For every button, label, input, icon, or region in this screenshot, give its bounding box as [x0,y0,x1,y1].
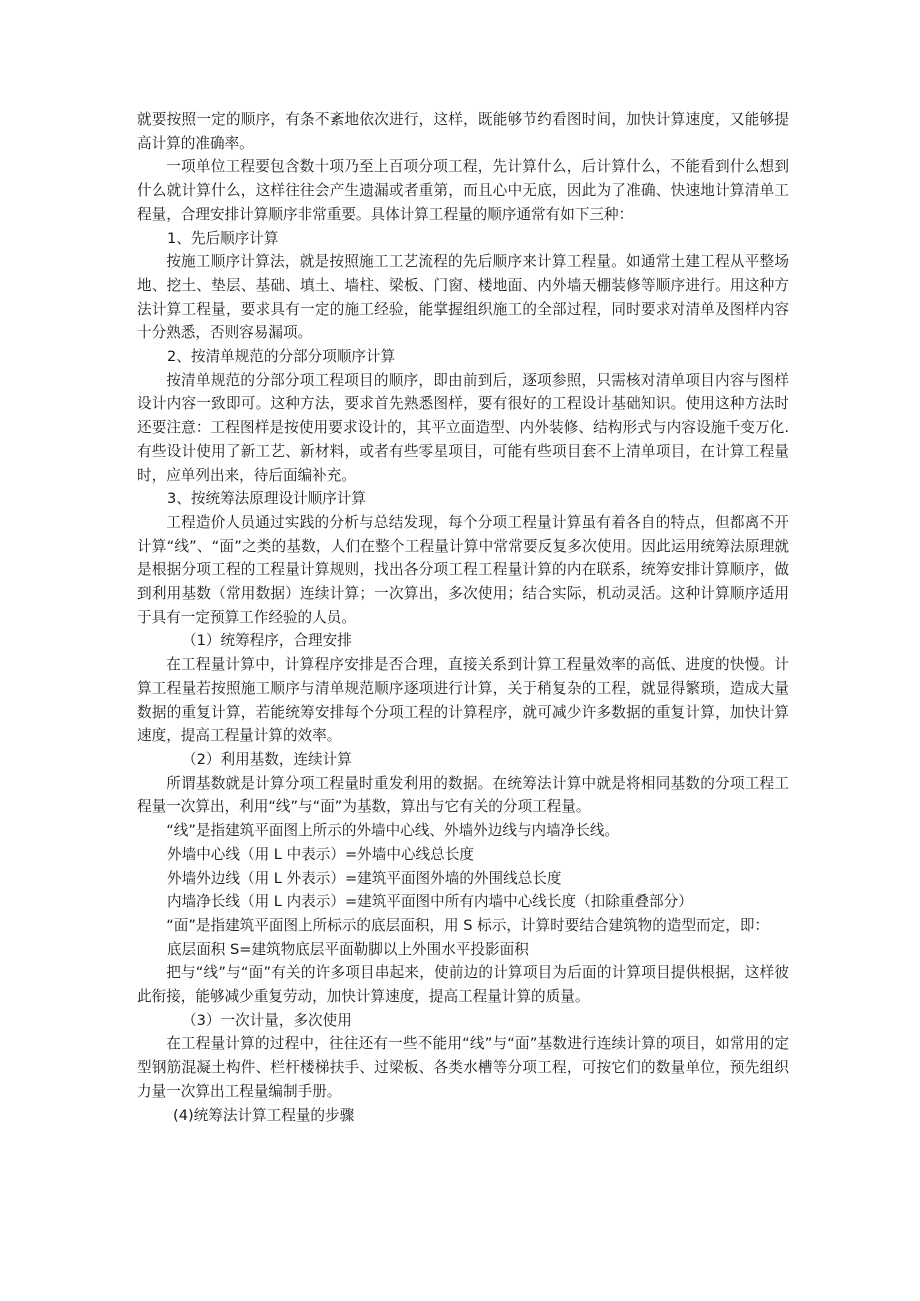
document-body [137,108,789,1127]
body-paragraph: 一项单位工程要包含数十项乃至上百项分项工程，先计算什么，后计算什么，不能看到什么想到什么就计算什么，这样往往会产生遗漏或者重第，而且心中无底，因此为了准确、快速地计算清单工程量，合理安排计算顺序非常重要。具体计算工程量的顺序通常有如下三种： [137,158,789,223]
body-paragraph: 按清单规范的分部分项工程项目的顺序，即由前到后，逐项参照，只需核对清单项目内容与图样设计内容一致即可。这种方法，要求首先熟悉图样，要有很好的工程设计基础知识。使用这种方法时还要注意：工程图样是按使用要求设计的，其平立面造型、内外装修、结构形式与内容设施千变万化.有些设计使用了新工艺、新材料，或者有些零星项目，可能有些项目套不上清单项目，在计算工程量时，应单列出来，待后面编补充。 [137,371,789,484]
subsection-heading-1: （1）统筹程序，合理安排 [182,632,352,650]
body-paragraph: 工程造价人员通过实践的分析与总结发现，每个分项工程量计算虽有着各自的特点，但都离不开计算“线”、“面”之类的基数，人们在整个工程量计算中常常要反复多次使用。因此运用统筹法原理就是根据分项工程的工程量计算规则，找出各分项工程工程量计算的内在联系，统筹安排计算顺序，做到利用基数（常用数据）连续计算；一次算出，多次使用；结合实际，机动灵活。这种计算顺序适用于具有一定预算工作经验的人员。 [137,513,789,626]
body-paragraph: 在工程量计算的过程中，往往还有一些不能用“线”与“面”基数进行连续计算的项目，如常用的定型钢筋混凝土构件、栏杆楼梯扶手、过梁板、各类水槽等分项工程，可按它们的数量单位，预先组织力量一次算出工程量编制手册。 [137,1035,789,1100]
body-paragraph: “面”是指建筑平面图上所标示的底层面积，用 S 标示，计算时要结合建筑物的造型而定，即： [166,916,770,934]
subsection-heading-4: (4)统筹法计算工程量的步骤 [173,1106,355,1124]
formula-line: 外墙外边线（用 L 外表示）=建筑平面图外墙的外围线总长度 [167,869,562,887]
body-paragraph: 按施工顺序计算法，就是按照施工工艺流程的先后顺序来计算工程量。如通常土建工程从平整场地、挖土、垫层、基础、填土、墙柱、梁板、门窗、楼地面、内外墙天棚装修等顺序进行。用这种方法计算工程量，要求具有一定的施工经验，能掌握组织施工的全部过程，同时要求对清单及图样内容十分熟悉，否则容易漏项。 [137,253,789,342]
formula-line: 内墙净长线（用 L 内表示）=建筑平面图中所有内墙中心线长度（扣除重叠部分） [167,893,693,911]
body-paragraph: 就要按照一定的顺序，有条不紊地依次进行，这样，既能够节约看图时间，加快计算速度，又能够提高计算的准确率。 [137,111,789,152]
subsection-heading-2: （2）利用基数，连续计算 [182,750,352,768]
section-heading-1: 1、先后顺序计算 [167,229,279,247]
body-paragraph: 在工程量计算中，计算程序安排是否合理，直接关系到计算工程量效率的高低、进度的快慢。计算工程量若按照施工顺序与清单规范顺序逐项进行计算，关于稍复杂的工程，就显得繁琐，造成大量数据的重复计算，若能统筹安排每个分项工程的计算程序，就可减少许多数据的重复计算，加快计算速度，提高工程量计算的效率。 [137,656,789,745]
formula-line: 底层面积 S=建筑物底层平面勒脚以上外围水平投影面积 [167,940,529,958]
body-paragraph: 所谓基数就是计算分项工程量时重发利用的数据。在统筹法计算中就是将相同基数的分项工程工程量一次算出，利用“线”与“面”为基数，算出与它有关的分项工程量。 [137,774,789,816]
body-paragraph: 把与“线”与“面”有关的许多项目串起来，使前边的计算项目为后面的计算项目提供根据，这样彼此衔接，能够减少重复劳动，加快计算速度，提高工程量计算的质量。 [137,964,789,1006]
body-paragraph: “线”是指建筑平面图上所示的外墙中心线、外墙外边线与内墙净长线。 [166,822,620,840]
formula-line: 外墙中心线（用 L 中表示）=外墙中心线总长度 [167,845,474,863]
subsection-heading-3: （3）一次计量，多次使用 [182,1011,352,1029]
section-heading-3: 3、按统筹法原理设计顺序计算 [167,490,367,508]
section-heading-2: 2、按清单规范的分部分项顺序计算 [167,348,396,366]
